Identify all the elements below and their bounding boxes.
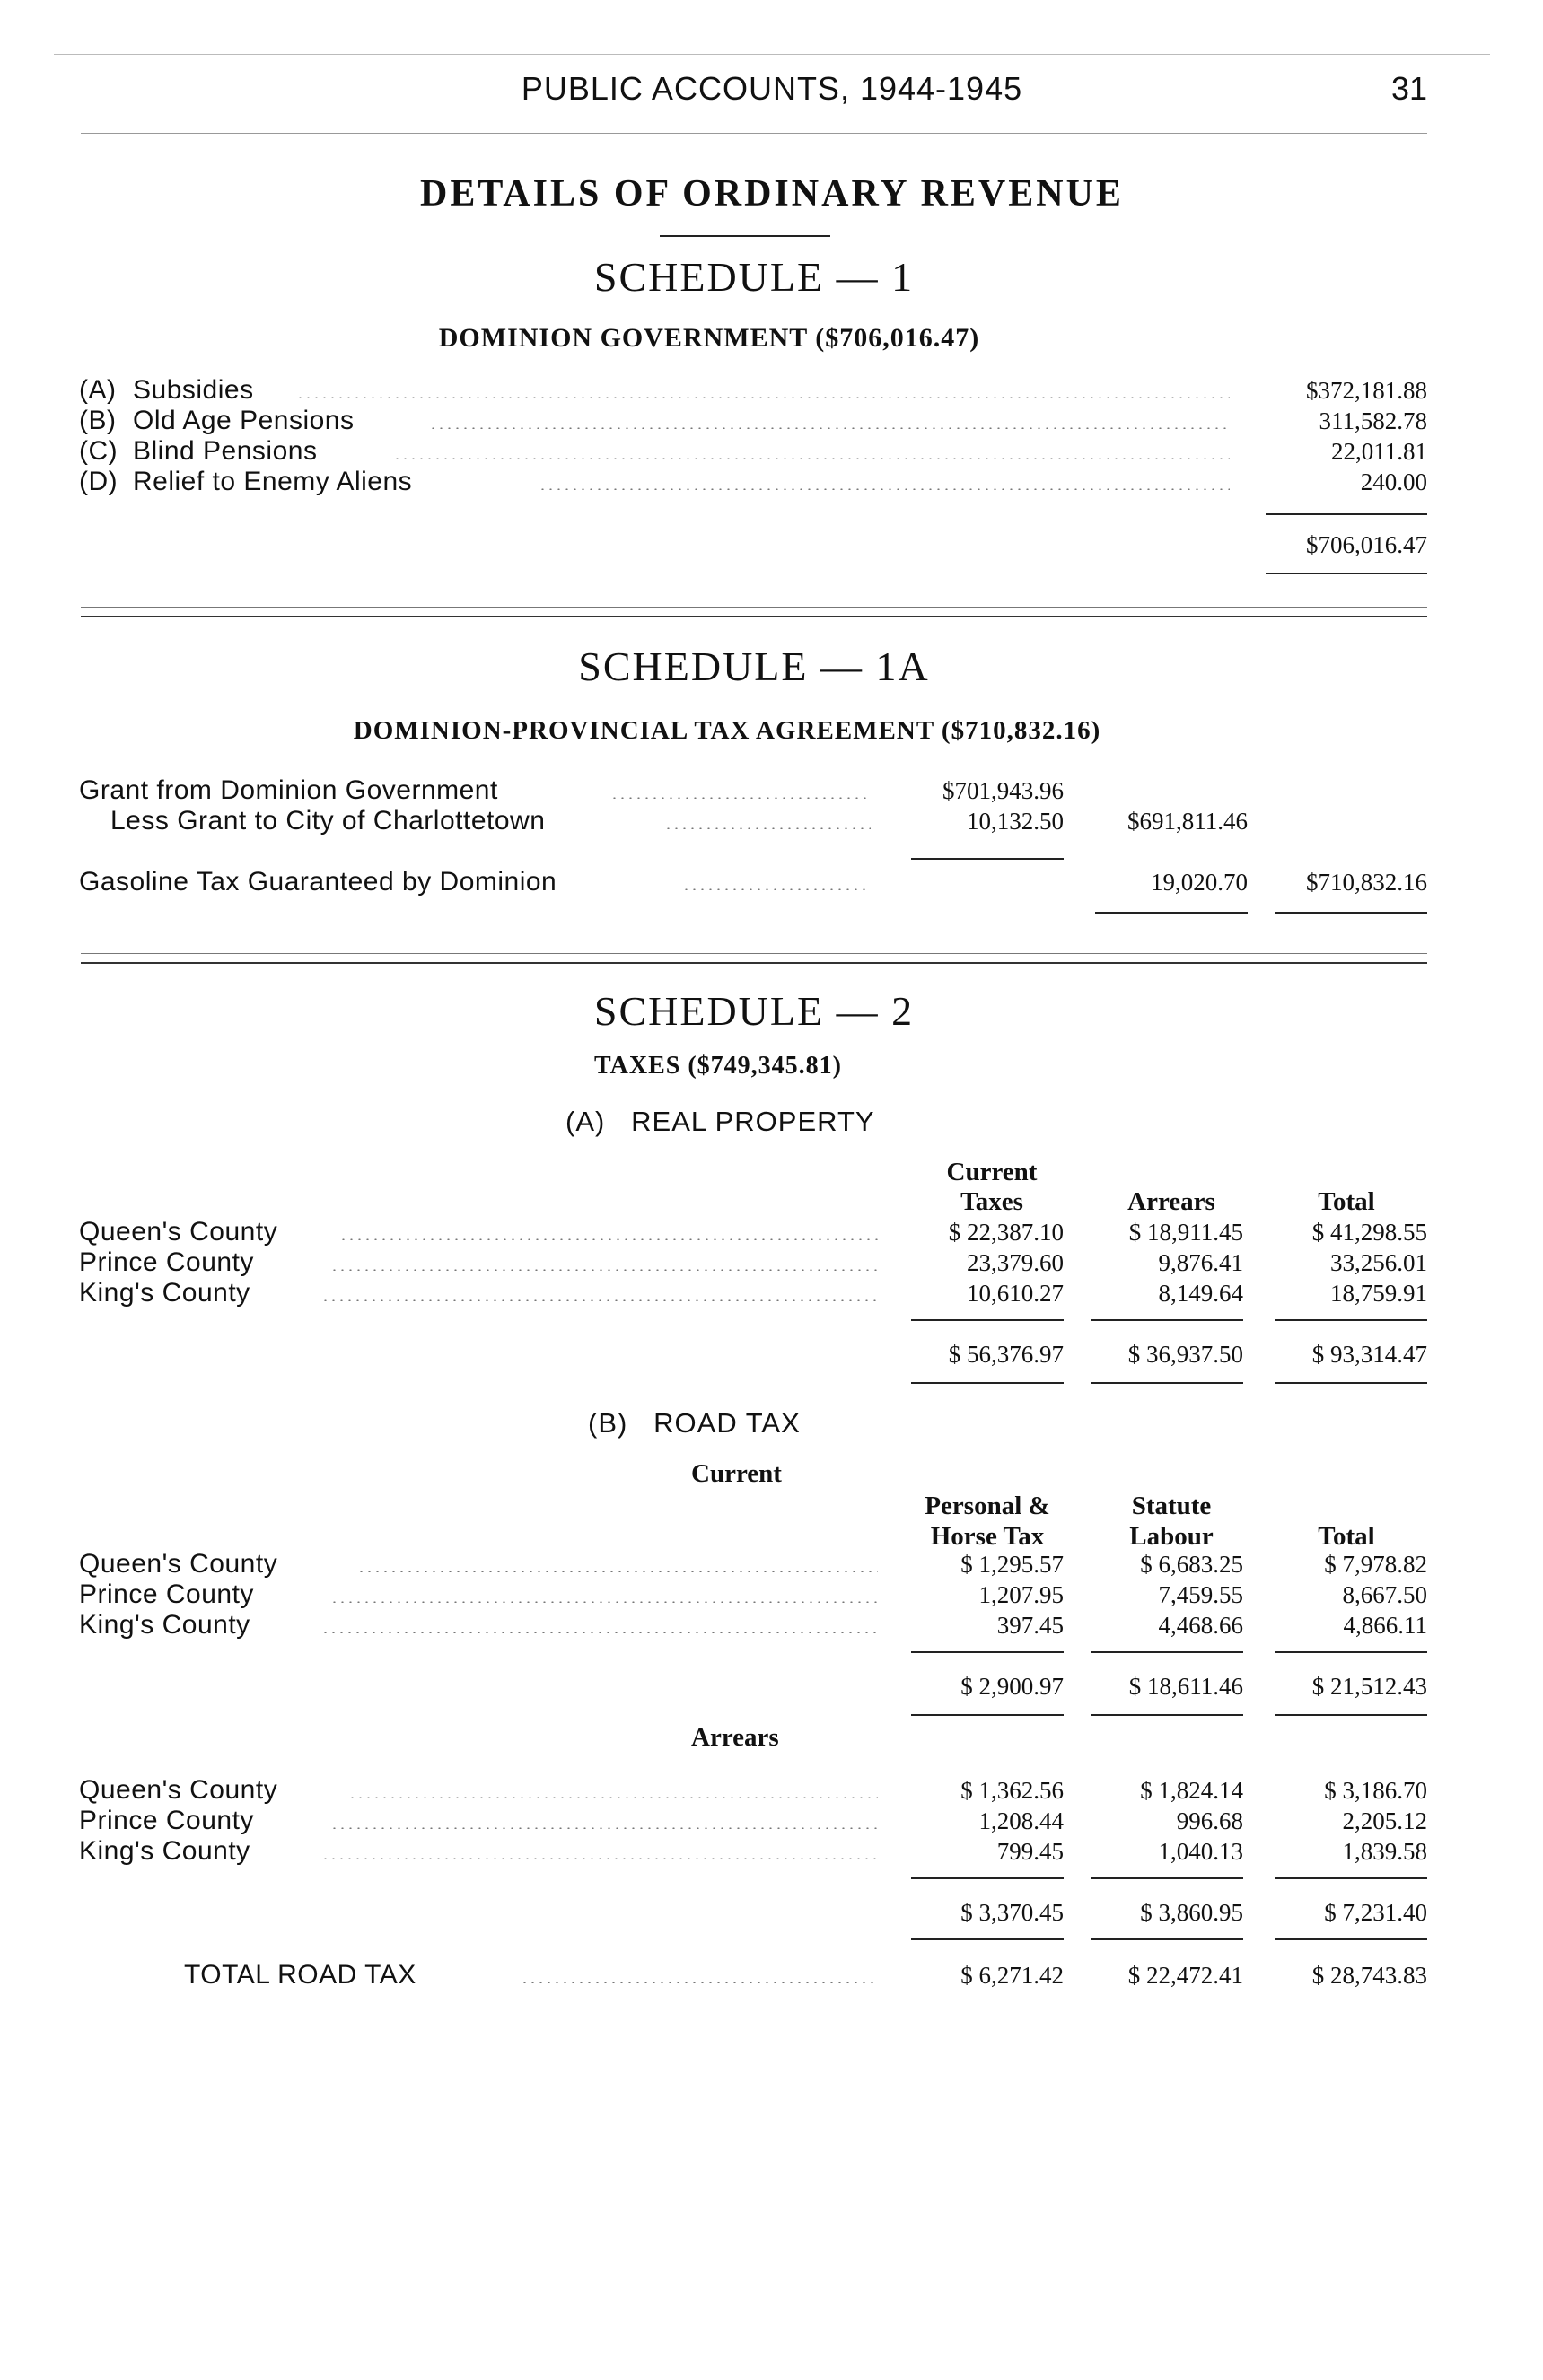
cell-statute: 4,468.66 <box>1158 1612 1243 1639</box>
sum-rule <box>911 1651 1064 1653</box>
cell-personal: 397.45 <box>996 1612 1064 1639</box>
sum-rule <box>911 1877 1064 1879</box>
gas-amount: 19,020.70 <box>1151 869 1248 896</box>
sum-rule <box>1275 1714 1427 1716</box>
sum-rule <box>1275 1319 1427 1321</box>
row-code: (A) <box>79 375 117 405</box>
county-label: Queen's County <box>79 1775 278 1805</box>
cell-total: 1,839.58 <box>1342 1838 1427 1865</box>
leader-dots <box>664 827 871 829</box>
main-title: DETAILS OF ORDINARY REVENUE <box>420 173 1124 214</box>
sum-rule <box>911 1938 1064 1940</box>
cell-statute: 996.68 <box>1176 1807 1243 1834</box>
total-personal: $ 2,900.97 <box>960 1673 1064 1700</box>
section-divider <box>81 607 1427 608</box>
total-arrears: $ 36,937.50 <box>1127 1341 1243 1368</box>
part-a-title: (A) REAL PROPERTY <box>565 1106 875 1137</box>
page-number: 31 <box>1390 70 1427 107</box>
total-current: $ 56,376.97 <box>948 1341 1064 1368</box>
leader-dots <box>539 488 1230 490</box>
leader-dots <box>682 888 871 890</box>
section-divider <box>81 962 1427 964</box>
schedule-1a-subtitle: DOMINION-PROVINCIAL TAX AGREEMENT ($710,832.16) <box>353 716 1101 745</box>
leader-dots <box>429 427 1230 429</box>
total-total: $ 21,512.43 <box>1311 1673 1427 1700</box>
col-header-statute: Statute <box>1131 1492 1212 1520</box>
county-label: Queen's County <box>79 1549 278 1579</box>
schedule-1-amount: 311,582.78 <box>1319 407 1427 434</box>
leader-dots <box>330 1827 878 1829</box>
total-total: $ 93,314.47 <box>1311 1341 1427 1368</box>
sum-rule <box>1091 1651 1243 1653</box>
less-label: Less Grant to City of Charlottetown <box>110 806 546 836</box>
cell-statute: $ 6,683.25 <box>1140 1551 1243 1578</box>
grant-label: Grant from Dominion Government <box>79 775 498 805</box>
leader-dots <box>321 1299 878 1301</box>
col-header-taxes: Taxes <box>960 1187 1023 1216</box>
net-amount: $691,811.46 <box>1127 808 1248 835</box>
county-label: King's County <box>79 1836 250 1866</box>
header-top-rule <box>54 54 1490 55</box>
sum-rule <box>1275 1382 1427 1384</box>
schedule-2-subtitle: TAXES ($749,345.81) <box>594 1052 842 1080</box>
cell-current: 23,379.60 <box>967 1249 1064 1276</box>
total-total: $ 7,231.40 <box>1324 1899 1427 1926</box>
county-label: King's County <box>79 1610 250 1640</box>
sum-rule <box>1091 1382 1243 1384</box>
leader-dots <box>348 1797 878 1798</box>
row-code: (C) <box>79 436 118 466</box>
cell-statute: $ 1,824.14 <box>1140 1777 1243 1804</box>
schedule-1-row <box>79 436 317 467</box>
col-header-labour: Labour <box>1129 1522 1214 1551</box>
arrears-subheading: Arrears <box>691 1723 779 1752</box>
cell-personal: 1,207.95 <box>978 1581 1064 1608</box>
row-label: Old Age Pensions <box>133 406 355 435</box>
cell-arrears: $ 18,911.45 <box>1128 1219 1243 1246</box>
schedule-1-amount: $372,181.88 <box>1306 377 1427 404</box>
total-statute: $ 18,611.46 <box>1128 1673 1243 1700</box>
leader-dots <box>321 1858 878 1859</box>
grand-statute: $ 22,472.41 <box>1127 1962 1243 1989</box>
cell-arrears: 8,149.64 <box>1158 1280 1243 1307</box>
part-b-title: (B) ROAD TAX <box>588 1407 801 1439</box>
county-label: Prince County <box>79 1806 254 1835</box>
sum-rule <box>911 1714 1064 1716</box>
row-label: Subsidies <box>133 375 254 405</box>
leader-dots <box>357 1571 878 1572</box>
schedule-1-subtitle: DOMINION GOVERNMENT ($706,016.47) <box>438 323 980 353</box>
sum-rule <box>1275 1651 1427 1653</box>
col-header-arrears: Arrears <box>1127 1187 1215 1216</box>
leader-dots <box>521 1982 878 1983</box>
cell-total: 33,256.01 <box>1330 1249 1427 1276</box>
cell-statute: 1,040.13 <box>1158 1838 1243 1865</box>
schedule-1-row <box>79 467 412 497</box>
sum-rule <box>1091 1319 1243 1321</box>
col-header-total: Total <box>1318 1187 1375 1216</box>
section-divider <box>81 953 1427 954</box>
gas-label: Gasoline Tax Guaranteed by Dominion <box>79 867 557 897</box>
col-header-personal: Personal & <box>925 1492 1050 1520</box>
schedule-1-amount: 240.00 <box>1360 468 1427 495</box>
leader-dots <box>339 1238 878 1240</box>
cell-arrears: 9,876.41 <box>1158 1249 1243 1276</box>
cell-total: 4,866.11 <box>1343 1612 1427 1639</box>
leader-dots <box>330 1601 878 1603</box>
cell-current: $ 22,387.10 <box>948 1219 1064 1246</box>
less-amount: 10,132.50 <box>967 808 1064 835</box>
cell-personal: 799.45 <box>996 1838 1064 1865</box>
page-header-title: PUBLIC ACCOUNTS, 1944-1945 <box>521 70 1023 107</box>
leader-dots <box>393 458 1230 459</box>
leader-dots <box>330 1269 878 1271</box>
leader-dots <box>296 397 1230 398</box>
leader-dots <box>321 1632 878 1633</box>
sum-rule <box>1266 573 1427 574</box>
title-underline <box>660 235 830 237</box>
row-code: (D) <box>79 467 118 496</box>
total-statute: $ 3,860.95 <box>1140 1899 1243 1926</box>
sum-rule <box>1091 1714 1243 1716</box>
schedule-1-title: SCHEDULE — 1 <box>593 254 915 300</box>
county-label: Prince County <box>79 1579 254 1609</box>
cell-total: 2,205.12 <box>1342 1807 1427 1834</box>
cell-statute: 7,459.55 <box>1158 1581 1243 1608</box>
sum-rule <box>1266 513 1427 515</box>
schedule-1a-title: SCHEDULE — 1A <box>578 643 930 689</box>
grand-total: $ 28,743.83 <box>1311 1962 1427 1989</box>
col-header-horse-tax: Horse Tax <box>930 1522 1045 1551</box>
col-header-current: Current <box>946 1158 1038 1186</box>
cell-personal: $ 1,295.57 <box>960 1551 1064 1578</box>
schedule-1a-total: $710,832.16 <box>1306 869 1427 896</box>
county-label: King's County <box>79 1278 250 1308</box>
cell-total: $ 3,186.70 <box>1324 1777 1427 1804</box>
cell-personal: $ 1,362.56 <box>960 1777 1064 1804</box>
schedule-1-total: $706,016.47 <box>1306 531 1427 558</box>
sum-rule <box>1275 1877 1427 1879</box>
sum-rule <box>911 1382 1064 1384</box>
total-personal: $ 3,370.45 <box>960 1899 1064 1926</box>
cell-personal: 1,208.44 <box>978 1807 1064 1834</box>
cell-total: 8,667.50 <box>1342 1581 1427 1608</box>
cell-total: 18,759.91 <box>1330 1280 1427 1307</box>
row-label: Blind Pensions <box>133 436 318 466</box>
schedule-1-amount: 22,011.81 <box>1331 438 1427 465</box>
sum-rule <box>1091 1877 1243 1879</box>
row-label: Relief to Enemy Aliens <box>133 467 413 496</box>
grand-personal: $ 6,271.42 <box>960 1962 1064 1989</box>
schedule-1-row <box>79 375 254 406</box>
schedule-2-title: SCHEDULE — 2 <box>593 988 915 1034</box>
section-divider <box>81 616 1427 617</box>
cell-total: $ 41,298.55 <box>1311 1219 1427 1246</box>
county-label: Queen's County <box>79 1217 278 1247</box>
total-road-tax-label: TOTAL ROAD TAX <box>184 1960 416 1990</box>
leader-dots <box>610 797 871 799</box>
header-rule <box>81 133 1427 134</box>
sum-rule <box>911 858 1064 860</box>
grant-amount: $701,943.96 <box>942 777 1064 804</box>
current-subheading: Current <box>691 1459 782 1488</box>
county-label: Prince County <box>79 1247 254 1277</box>
sum-rule <box>1275 1938 1427 1940</box>
schedule-1-row <box>79 406 355 436</box>
cell-total: $ 7,978.82 <box>1324 1551 1427 1578</box>
row-code: (B) <box>79 406 117 435</box>
sum-rule <box>1091 1938 1243 1940</box>
sum-rule <box>1095 912 1248 914</box>
col-header-total: Total <box>1318 1522 1375 1551</box>
sum-rule <box>911 1319 1064 1321</box>
sum-rule <box>1275 912 1427 914</box>
cell-current: 10,610.27 <box>967 1280 1064 1307</box>
